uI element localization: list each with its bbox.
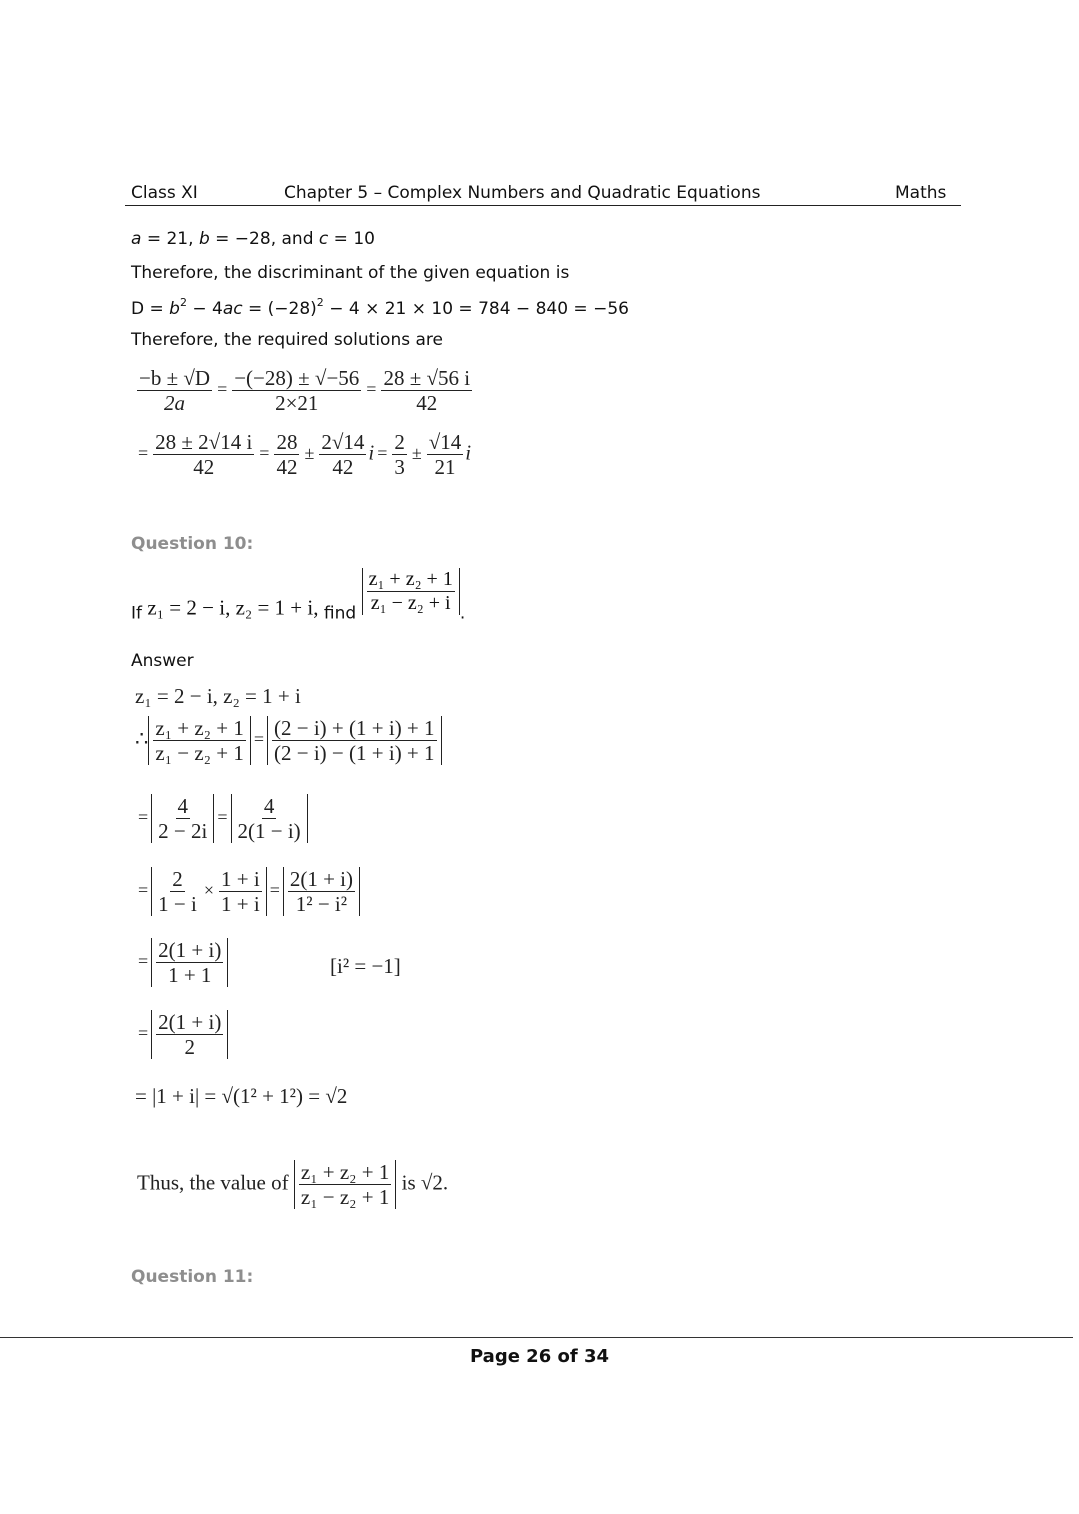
- step-2: = $\frac{4}{2 - 2i}$ = $\frac{4}{2(1 - i)}$: [135, 794, 308, 843]
- question-11-heading: Question 11:: [131, 1267, 254, 1287]
- header-subject: Maths: [895, 183, 947, 203]
- question-10-heading: Question 10:: [131, 534, 254, 554]
- discriminant-intro: Therefore, the discriminant of the given equation is: [131, 263, 570, 283]
- page-number: Page 26 of 34: [469, 1346, 610, 1367]
- answer-label: Answer: [131, 651, 194, 671]
- d-rest1: − 4: [186, 299, 223, 319]
- fraction: $\frac{28}{42}$: [276, 430, 298, 480]
- given-values: z₁ = 2 − i, z₂ = 1 + i,: [147, 595, 319, 620]
- header-class: Class XI: [131, 183, 198, 203]
- fraction: $\frac{-b \pm √D}{2a}$: [139, 366, 211, 416]
- coef-c: 10: [353, 229, 375, 249]
- step-4: = $\frac{2(1 + i)}{1 + 1}$: [135, 938, 228, 987]
- step-5: = $\frac{2(1 + i)}{2}$: [135, 1010, 228, 1059]
- footer-divider: [0, 1337, 1073, 1338]
- step-3: = $\frac{2}{1 - i}$ × $\frac{1 + i}{1 + i}$ = $\frac{2(1 + i)}{\text{1² − i²}}$: [135, 867, 360, 916]
- coef-b: −28: [234, 229, 271, 249]
- header-chapter-title: Chapter 5 – Complex Numbers and Quadratic Equations: [284, 183, 761, 203]
- d-lhs: D =: [131, 299, 170, 319]
- fraction: $\frac{2}{3}$: [394, 430, 405, 480]
- d-b: b: [169, 299, 180, 319]
- solution-line-1: $\frac{-b \pm √D}{2a}$ = $\frac{-(-28) \pm √-56}{2\times 21}$ = $\frac{28 \pm √56 i}{42}$: [139, 366, 471, 416]
- fraction: $\frac{√14}{21}$: [428, 430, 462, 480]
- and-word: and: [281, 229, 314, 249]
- step-given: z₁ = 2 − i, z₂ = 1 + i: [135, 684, 301, 708]
- conclusion: Thus, the value of $\frac{\text{z₁ + z₂ + 1}}{\text{z₁ − z₂ + 1}}$ is √2.: [137, 1160, 449, 1210]
- d-rest2: = (−28): [242, 299, 317, 319]
- step-1: ∴ $\frac{\text{z₁ + z₂ + 1}}{\text{z₁ − z₂ + 1}}$ = $\frac{(2 - i) + (1 + i) + 1}{(2 - i) - (1 + i) + 1}$: [135, 716, 442, 765]
- modulus-expression: $\frac{\text{z₁ + z₂ + 1}}{\text{z₁ − z₂ + i}}$: [362, 568, 460, 615]
- identity-note: [i² = −1]: [330, 954, 401, 978]
- coef-a: 21: [166, 229, 189, 249]
- coefficients-line: a = 21, b = −28, and c = 10: [131, 229, 375, 249]
- d-ac: ac: [222, 299, 243, 319]
- if-word: If: [131, 603, 142, 624]
- fraction: $\frac{28 \pm 2√14 i}{42}$: [155, 430, 253, 480]
- d-rest3: − 4 × 21 × 10 = 784 − 840 = −56: [323, 299, 629, 319]
- step-6: = |1 + i| = √(1² + 1²) = √2: [135, 1084, 348, 1108]
- header-divider: [125, 205, 961, 206]
- fraction: $\frac{-(-28) \pm √-56}{2\times 21}$: [234, 366, 360, 416]
- solution-line-2: = $\frac{28 \pm 2√14 i}{42}$ = $\frac{28}{42}$ ± $\frac{2√14}{42}$ i = $\frac{2}{3}$ ± $\frac{√14}{21}$ i: [138, 430, 472, 480]
- solutions-intro: Therefore, the required solutions are: [131, 330, 443, 350]
- discriminant-equation: $D = b^2 - 4ac = (-28)^2 - 4 \times 21 \times 10 = 784 - 840 = -56$: [131, 296, 629, 319]
- question-10-statement: If z₁ = 2 − i, z₂ = 1 + i, find $\frac{\text{z₁ + z₂ + 1}}{\text{z₁ − z₂ + i}}$ .: [131, 568, 466, 624]
- fraction: $\frac{28 \pm √56 i}{42}$: [383, 366, 471, 416]
- find-word: find: [323, 603, 357, 624]
- fraction: $\frac{2√14}{42}$: [321, 430, 365, 480]
